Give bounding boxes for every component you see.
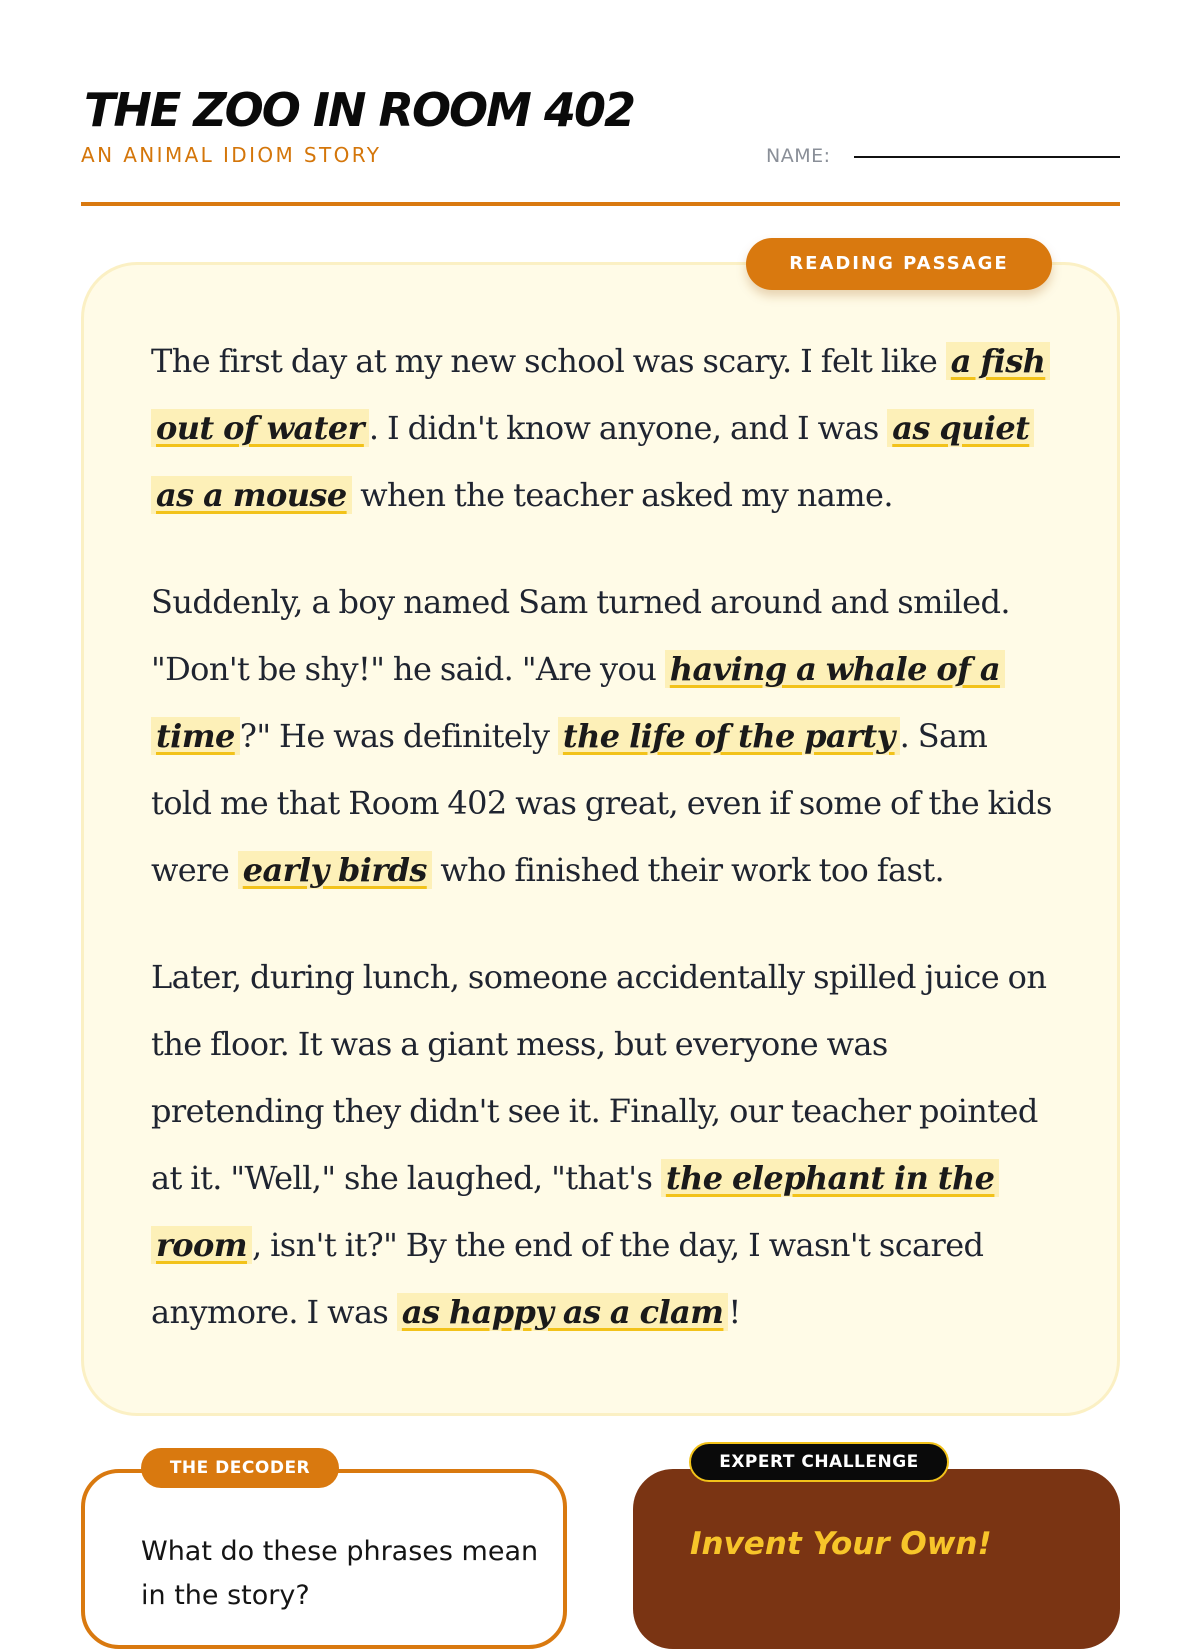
passage-text-run: who finished their work too fast. (431, 851, 945, 889)
passage-text-run: . Sam told me that Room 402 was great, even if some of the kids were (151, 717, 1052, 889)
reading-passage-badge: READING PASSAGE (746, 238, 1052, 290)
idiom-highlight: having a whale of a time (151, 650, 1005, 755)
page-subtitle: AN ANIMAL IDIOM STORY (81, 143, 382, 167)
passage-text-run: The first day at my new school was scary. I felt like (151, 342, 946, 380)
passage-text-run: when the teacher asked my name. (351, 476, 893, 514)
expert-challenge-badge: EXPERT CHALLENGE (689, 1442, 949, 1482)
passage-paragraph (151, 328, 1056, 529)
expert-challenge-heading: Invent Your Own! (690, 1526, 992, 1562)
idiom-highlight: the elephant in the room (151, 1159, 999, 1264)
idiom-highlight: as happy as a clam (397, 1293, 729, 1331)
passage-paragraph (151, 944, 1056, 1346)
passage-paragraph (151, 569, 1056, 904)
passage-text-run: ! (728, 1293, 741, 1331)
passage-text-run: , isn't it?" By the end of the day, I wasn't scared anymore. I was (151, 1226, 984, 1331)
idiom-highlight: a fish out of water (151, 342, 1050, 447)
decoder-question: What do these phrases mean in the story? (141, 1536, 539, 1611)
name-label: NAME: (766, 145, 831, 167)
passage-text-run: Suddenly, a boy named Sam turned around and smiled. "Don't be shy!" he said. "Are you (151, 583, 1010, 688)
name-input-line[interactable] (854, 156, 1120, 158)
page-title: THE ZOO IN ROOM 402 (84, 83, 634, 137)
idiom-highlight: early birds (238, 851, 432, 889)
idiom-highlight: as quiet as a mouse (151, 409, 1034, 514)
decoder-badge: THE DECODER (141, 1448, 339, 1488)
header-divider (81, 202, 1120, 206)
idiom-highlight: the life of the party (558, 717, 900, 755)
reading-passage-text (151, 328, 1056, 1386)
passage-text-run: . I didn't know anyone, and I was (368, 409, 888, 447)
passage-text-run: Later, during lunch, someone accidentally spilled juice on the floor. It was a giant mess, but everyone was pretending they didn't see it. Finally, our teacher pointed at it. "Well," she laughed, "that's (151, 958, 1047, 1197)
passage-text-run: ?" He was definitely (239, 717, 558, 755)
